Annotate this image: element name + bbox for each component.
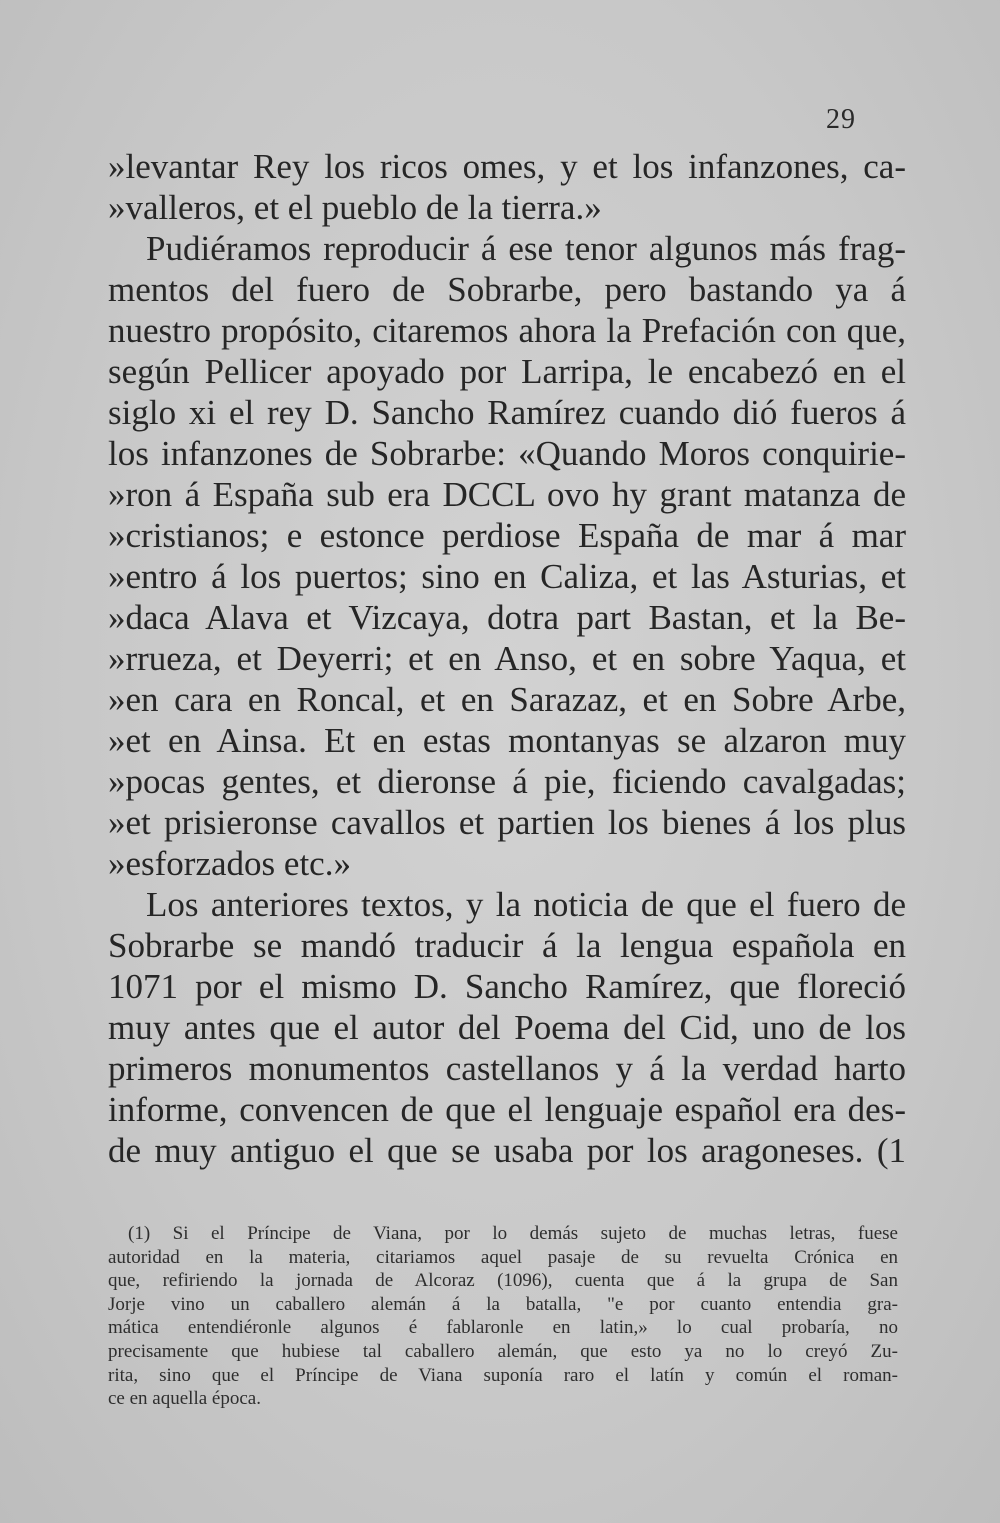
text-line: nuestro propósito, citaremos ahora la Prefación con que, <box>108 311 906 350</box>
text-line: »et prisieronse cavallos et partien los bienes á los plus <box>108 803 906 842</box>
text-line: »entro á los puertos; sino en Caliza, et las Asturias, et <box>108 557 906 596</box>
text-line: »pocas gentes, et dieronse á pie, ficiendo cavalgadas; <box>108 762 906 801</box>
text-line: muy antes que el autor del Poema del Cid, uno de los <box>108 1008 906 1047</box>
text-line: 1071 por el mismo D. Sancho Ramírez, que floreció <box>108 967 906 1006</box>
text-line: de muy antiguo el que se usaba por los aragoneses. (1 <box>108 1131 906 1170</box>
text-line: siglo xi el rey D. Sancho Ramírez cuando dió fueros á <box>108 393 906 432</box>
text-line: Pudiéramos reproducir á ese tenor algunos más frag- <box>146 229 906 268</box>
text-line: primeros monumentos castellanos y á la verdad harto <box>108 1049 906 1088</box>
text-line: »daca Alava et Vizcaya, dotra part Bastan, et la Be- <box>108 598 906 637</box>
text-line: »esforzados etc.» <box>108 844 351 883</box>
text-line: Los anteriores textos, y la noticia de que el fuero de <box>146 885 906 924</box>
text-line: »levantar Rey los ricos omes, y et los infanzones, ca- <box>108 147 906 186</box>
footnote <box>108 1222 898 1411</box>
text-line: mentos del fuero de Sobrarbe, pero bastando ya á <box>108 270 906 309</box>
text-line: los infanzones de Sobrarbe: «Quando Moros conquirie- <box>108 434 906 473</box>
footnote-line: ce en aquella época. <box>108 1388 261 1410</box>
footnote-line: mática entendiéronle algunos é fablaronle en latin,» lo cual probaría, no <box>108 1317 898 1339</box>
text-line: »et en Ainsa. Et en estas montanyas se alzaron muy <box>108 721 906 760</box>
text-line: informe, convencen de que el lenguaje español era des- <box>108 1090 906 1129</box>
text-line: »ron á España sub era DCCL ovo hy grant matanza de <box>108 475 906 514</box>
text-line: »cristianos; e estonce perdiose España de mar á mar <box>108 516 906 555</box>
text-line: según Pellicer apoyado por Larripa, le encabezó en el <box>108 352 906 391</box>
text-line: »rrueza, et Deyerri; et en Anso, et en sobre Yaqua, et <box>108 639 906 678</box>
footnote-line: (1) Si el Príncipe de Viana, por lo demás sujeto de muchas letras, fuese <box>128 1223 898 1244</box>
text-line: »en cara en Roncal, et en Sarazaz, et en Sobre Arbe, <box>108 680 906 719</box>
text-line: »valleros, et el pueblo de la tierra.» <box>108 188 602 227</box>
footnote-line: que, refiriendo la jornada de Alcoraz (1096), cuenta que á la grupa de San <box>108 1270 898 1292</box>
footnote-line: precisamente que hubiese tal caballero alemán, que esto ya no lo creyó Zu- <box>108 1340 898 1362</box>
text-line: Sobrarbe se mandó traducir á la lengua española en <box>108 926 906 965</box>
page-number: 29 <box>826 104 856 135</box>
footnote-line: autoridad en la materia, citariamos aquel pasaje de su revuelta Crónica en <box>108 1246 898 1268</box>
footnote-line: rita, sino que el Príncipe de Viana suponía raro el latín y común el roman- <box>108 1364 898 1386</box>
main-text <box>108 146 906 1171</box>
footnote-line: Jorje vino un caballero alemán á la batalla, "e por cuanto entendia gra- <box>108 1293 898 1315</box>
